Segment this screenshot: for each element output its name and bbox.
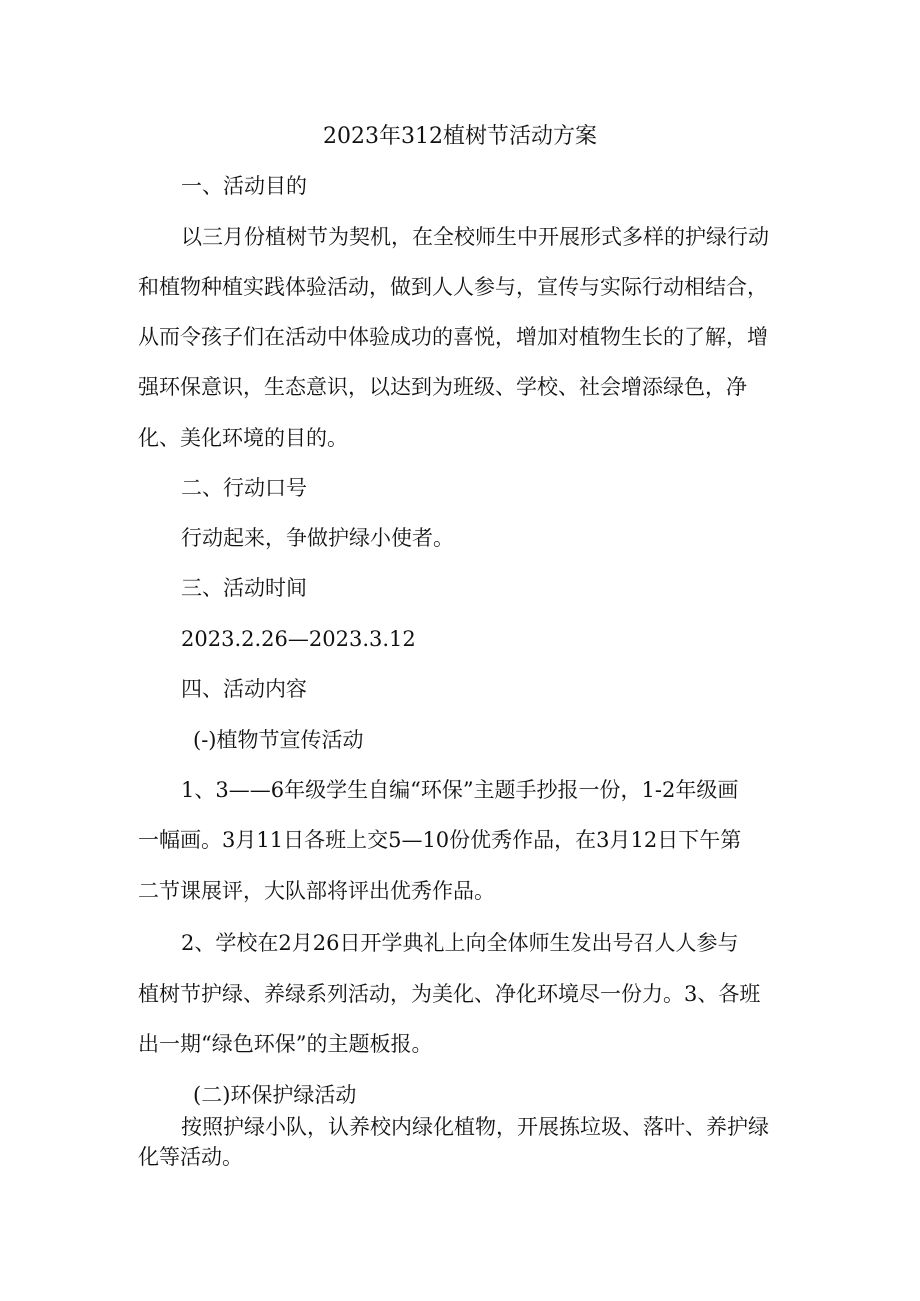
section-heading-slogan: 二、行动口号: [181, 476, 307, 500]
paragraph-line: 强环保意识，生态意识，以达到为班级、学校、社会增添绿色，净: [138, 375, 747, 399]
paragraph-line: 出一期“绿色环保”的主题板报。: [138, 1032, 433, 1056]
paragraph-line: 化、美化环境的目的。: [138, 426, 348, 450]
subsection-heading-publicity: (-)植物节宣传活动: [193, 728, 364, 752]
paragraph-line: 按照护绿小队，认养校内绿化植物，开展拣垃圾、落叶、养护绿: [181, 1115, 769, 1139]
paragraph-line: 以三月份植树节为契机，在全校师生中开展形式多样的护绿行动: [181, 225, 769, 249]
paragraph-line: 化等活动。: [138, 1145, 243, 1169]
paragraph-line: 植树节护绿、养绿系列活动，为美化、净化环境尽一份力。3、各班: [138, 982, 761, 1006]
paragraph-line: 二节课展评，大队部将评出优秀作品。: [138, 879, 495, 903]
document-title: 2023年312植树节活动方案: [323, 124, 597, 149]
paragraph-line: 和植物种植实践体验活动，做到人人参与，宣传与实际行动相结合，: [138, 275, 768, 299]
section-heading-purpose: 一、活动目的: [181, 174, 307, 198]
paragraph-line: 1、3——6年级学生自编“环保”主题手抄报一份，1-2年级画: [181, 778, 739, 802]
slogan-text: 行动起来，争做护绿小使者。: [181, 526, 454, 550]
subsection-heading-greening: (二)环保护绿活动: [193, 1083, 357, 1107]
section-heading-content: 四、活动内容: [181, 677, 307, 701]
section-heading-time: 三、活动时间: [181, 576, 307, 600]
paragraph-line: 2、学校在2月26日开学典礼上向全体师生发出号召人人参与: [181, 931, 739, 955]
paragraph-line: 一幅画。3月11日各班上交5—10份优秀作品，在3月12日下午第: [138, 828, 742, 852]
paragraph-line: 从而令孩子们在活动中体验成功的喜悦，增加对植物生长的了解，增: [138, 325, 768, 349]
time-text: 2023.2.26—2023.3.12: [181, 627, 416, 651]
